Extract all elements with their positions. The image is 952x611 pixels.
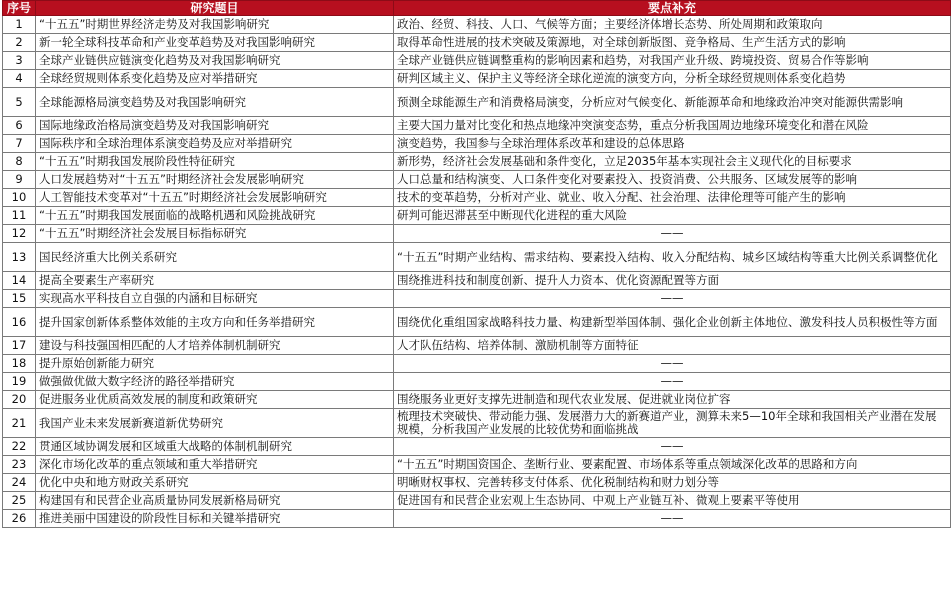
row-topic: 促进服务业优质高效发展的制度和政策研究 xyxy=(36,391,394,409)
table-row xyxy=(3,308,951,337)
table-row xyxy=(3,16,951,34)
row-number: 11 xyxy=(3,207,36,225)
table-row xyxy=(3,510,951,528)
row-topic: 提升国家创新体系整体效能的主攻方向和任务举措研究 xyxy=(36,308,394,337)
row-number: 9 xyxy=(3,171,36,189)
table-header-row xyxy=(3,1,951,16)
row-topic: 全球经贸规则体系变化趋势及应对举措研究 xyxy=(36,70,394,88)
row-notes: 围绕推进科技和制度创新、提升人力资本、优化资源配置等方面 xyxy=(394,272,951,290)
table-row xyxy=(3,135,951,153)
table-row xyxy=(3,225,951,243)
row-number: 22 xyxy=(3,438,36,456)
row-notes: 主要大国力量对比变化和热点地缘冲突演变态势，重点分析我国周边地缘环境变化和潜在风险 xyxy=(394,117,951,135)
table-row xyxy=(3,337,951,355)
row-number: 2 xyxy=(3,34,36,52)
row-notes: —— xyxy=(394,510,951,528)
table-row xyxy=(3,409,951,438)
row-notes: —— xyxy=(394,225,951,243)
row-notes: 研判可能迟滞甚至中断现代化进程的重大风险 xyxy=(394,207,951,225)
row-number: 25 xyxy=(3,492,36,510)
row-notes: 演变趋势，我国参与全球治理体系改革和建设的总体思路 xyxy=(394,135,951,153)
row-number: 15 xyxy=(3,290,36,308)
table-row xyxy=(3,492,951,510)
row-topic: 贯通区域协调发展和区域重大战略的体制机制研究 xyxy=(36,438,394,456)
row-notes: —— xyxy=(394,290,951,308)
row-topic: 实现高水平科技自立自强的内涵和目标研究 xyxy=(36,290,394,308)
row-notes: 明晰财权事权、完善转移支付体系、优化税制结构和财力划分等 xyxy=(394,474,951,492)
table-row xyxy=(3,207,951,225)
table-row xyxy=(3,290,951,308)
row-topic: 提高全要素生产率研究 xyxy=(36,272,394,290)
table-row xyxy=(3,438,951,456)
row-notes: “十五五”时期国资国企、垄断行业、要素配置、市场体系等重点领域深化改革的思路和方向 xyxy=(394,456,951,474)
row-topic: 人工智能技术变革对“十五五”时期经济社会发展影响研究 xyxy=(36,189,394,207)
table-row xyxy=(3,189,951,207)
row-number: 20 xyxy=(3,391,36,409)
row-notes: 围绕服务业更好支撑先进制造和现代农业发展、促进就业岗位扩容 xyxy=(394,391,951,409)
row-topic: “十五五”时期我国发展阶段性特征研究 xyxy=(36,153,394,171)
row-topic: “十五五”时期我国发展面临的战略机遇和风险挑战研究 xyxy=(36,207,394,225)
row-number: 5 xyxy=(3,88,36,117)
row-number: 14 xyxy=(3,272,36,290)
row-number: 16 xyxy=(3,308,36,337)
table-row xyxy=(3,70,951,88)
table-row xyxy=(3,456,951,474)
row-number: 26 xyxy=(3,510,36,528)
row-notes: 梳理技术突破快、带动能力强、发展潜力大的新赛道产业，测算未来5—10年全球和我国相关产业潜在发展规模，分析我国产业发展的比较优势和面临挑战 xyxy=(394,409,951,438)
row-topic: “十五五”时期世界经济走势及对我国影响研究 xyxy=(36,16,394,34)
row-number: 24 xyxy=(3,474,36,492)
row-topic: 人口发展趋势对“十五五”时期经济社会发展影响研究 xyxy=(36,171,394,189)
row-topic: 国民经济重大比例关系研究 xyxy=(36,243,394,272)
row-notes: 人才队伍结构、培养体制、激励机制等方面特征 xyxy=(394,337,951,355)
row-notes: —— xyxy=(394,355,951,373)
table-row xyxy=(3,391,951,409)
row-notes: 围绕优化重组国家战略科技力量、构建新型举国体制、强化企业创新主体地位、激发科技人员积极性等方面 xyxy=(394,308,951,337)
row-topic: 全球能源格局演变趋势及对我国影响研究 xyxy=(36,88,394,117)
row-topic: 国际秩序和全球治理体系演变趋势及应对举措研究 xyxy=(36,135,394,153)
row-notes: —— xyxy=(394,438,951,456)
row-topic: 优化中央和地方财政关系研究 xyxy=(36,474,394,492)
row-notes: 促进国有和民营企业宏观上生态协同、中观上产业链互补、微观上要素平等使用 xyxy=(394,492,951,510)
table-row xyxy=(3,373,951,391)
row-notes: 全球产业链供应链调整重构的影响因素和趋势，对我国产业升级、跨境投资、贸易合作等影响 xyxy=(394,52,951,70)
row-number: 4 xyxy=(3,70,36,88)
row-number: 10 xyxy=(3,189,36,207)
research-topics-table xyxy=(2,0,951,528)
table-row xyxy=(3,52,951,70)
table-row xyxy=(3,34,951,52)
row-notes: —— xyxy=(394,373,951,391)
row-number: 1 xyxy=(3,16,36,34)
row-topic: 新一轮全球科技革命和产业变革趋势及对我国影响研究 xyxy=(36,34,394,52)
row-notes: 研判区域主义、保护主义等经济全球化逆流的演变方向，分析全球经贸规则体系变化趋势 xyxy=(394,70,951,88)
header-notes: 要点补充 xyxy=(394,1,951,16)
header-topic: 研究题目 xyxy=(36,1,394,16)
row-number: 12 xyxy=(3,225,36,243)
table-row xyxy=(3,272,951,290)
row-number: 23 xyxy=(3,456,36,474)
row-topic: 国际地缘政治格局演变趋势及对我国影响研究 xyxy=(36,117,394,135)
row-notes: 新形势，经济社会发展基础和条件变化，立足2035年基本实现社会主义现代化的目标要求 xyxy=(394,153,951,171)
row-notes: 技术的变革趋势，分析对产业、就业、收入分配、社会治理、法律伦理等可能产生的影响 xyxy=(394,189,951,207)
row-number: 18 xyxy=(3,355,36,373)
table-row xyxy=(3,153,951,171)
row-notes: 人口总量和结构演变、人口条件变化对要素投入、投资消费、公共服务、区域发展等的影响 xyxy=(394,171,951,189)
row-topic: 深化市场化改革的重点领域和重大举措研究 xyxy=(36,456,394,474)
row-notes: “十五五”时期产业结构、需求结构、要素投入结构、收入分配结构、城乡区域结构等重大比例关系调整优化 xyxy=(394,243,951,272)
table-row xyxy=(3,88,951,117)
row-number: 21 xyxy=(3,409,36,438)
row-topic: 构建国有和民营企业高质量协同发展新格局研究 xyxy=(36,492,394,510)
row-number: 8 xyxy=(3,153,36,171)
row-number: 17 xyxy=(3,337,36,355)
row-notes: 预测全球能源生产和消费格局演变，分析应对气候变化、新能源革命和地缘政治冲突对能源供需影响 xyxy=(394,88,951,117)
row-number: 3 xyxy=(3,52,36,70)
table-row xyxy=(3,171,951,189)
row-topic: 提升原始创新能力研究 xyxy=(36,355,394,373)
row-topic: “十五五”时期经济社会发展目标指标研究 xyxy=(36,225,394,243)
row-number: 6 xyxy=(3,117,36,135)
row-topic: 推进美丽中国建设的阶段性目标和关键举措研究 xyxy=(36,510,394,528)
row-notes: 政治、经贸、科技、人口、气候等方面；主要经济体增长态势、所处周期和政策取向 xyxy=(394,16,951,34)
table-row xyxy=(3,243,951,272)
table-row xyxy=(3,355,951,373)
row-notes: 取得革命性进展的技术突破及策源地，对全球创新版图、竞争格局、生产生活方式的影响 xyxy=(394,34,951,52)
table-row xyxy=(3,474,951,492)
row-topic: 我国产业未来发展新赛道新优势研究 xyxy=(36,409,394,438)
row-topic: 全球产业链供应链演变化趋势及对我国影响研究 xyxy=(36,52,394,70)
table-row xyxy=(3,117,951,135)
row-number: 13 xyxy=(3,243,36,272)
row-number: 7 xyxy=(3,135,36,153)
row-topic: 做强做优做大数字经济的路径举措研究 xyxy=(36,373,394,391)
header-number: 序号 xyxy=(3,1,36,16)
row-number: 19 xyxy=(3,373,36,391)
row-topic: 建设与科技强国相匹配的人才培养体制机制研究 xyxy=(36,337,394,355)
